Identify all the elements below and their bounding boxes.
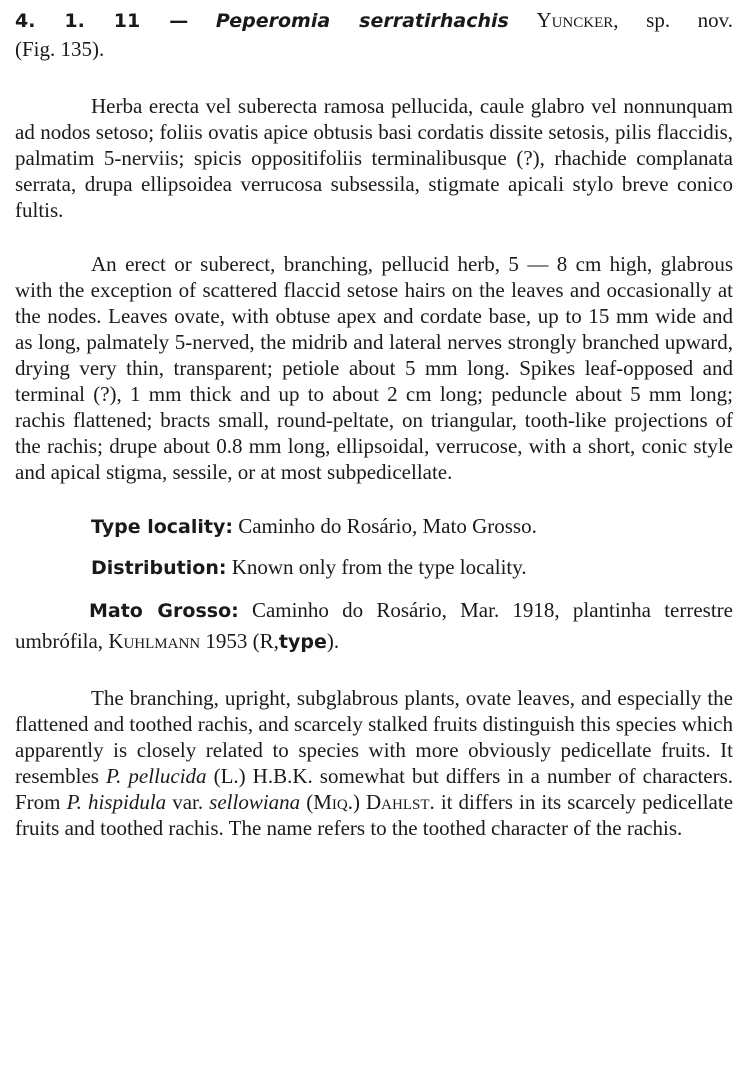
type-locality (15, 513, 733, 540)
specimen-close: ). (326, 629, 340, 653)
distribution-label: Distribution: (91, 557, 227, 579)
discussion-part3: var. (172, 790, 204, 814)
species-ref-pellucida: P. pellucida (106, 764, 207, 788)
variety-sellowiana: sellowiana (209, 790, 301, 814)
type-locality-label: Type locality: (91, 516, 233, 538)
document-page (15, 6, 733, 841)
species-status: sp. nov. (646, 8, 734, 32)
collector-name: Kuhlmann (108, 629, 201, 653)
english-description: An erect or suberect, branching, pellucid herb, 5 — 8 cm high, glabrous with the exception of scattered flaccid setose hairs on the leaves and occasionally at the nodes. Leaves ovate, with obtuse apex and cordate base, up to 15 mm wide and as long, palmately 5-nerved, the midrib and lateral nerves strongly branched upward, drying very thin, transparent; petiole about 5 mm long. Spikes leaf-opposed and terminal (?), 1 mm thick and up to about 2 cm long; peduncle about 5 mm long; rachis flattened; bracts small, round-peltate, on triangular, tooth-like projections of the rachis; drupe about 0.8 mm long, ellipsoidal, verrucose, with a short, conic style and apical stigma, sessile, or at most subpedicellate. (15, 252, 733, 484)
specimen-text: Caminho do Rosário, Mar. 1918, plantinha terrestre umbrófila, (15, 598, 733, 653)
specimen-number: 1953 (R, (205, 629, 279, 653)
discussion-part1: The branching, upright, subglabrous plants, ovate leaves, and especially the flattened and toothed rachis, and scarcely stalked fruits distinguish this species which apparently is closely related to species with more obviously pedicellate fruits. It resembles (15, 686, 733, 788)
authority-miq: (Miq.) (306, 790, 360, 814)
authority-dahlst: Dahlst. (366, 790, 435, 814)
species-number: 4. 1. 11 — (15, 10, 189, 32)
species-name: Peperomia serratirhachis (215, 10, 509, 32)
specimen-citation (15, 595, 733, 657)
figure-reference: (Fig. 135). (15, 37, 105, 61)
distribution-value: Known only from the type locality. (231, 555, 527, 579)
latin-description: Herba erecta vel suberecta ramosa pellucida, caule glabro vel nonnunquam ad nodos setoso; foliis ovatis apice obtusis basi cordatis dissite setosis, pilis flaccidis, palmatim 5-nerviis; spicis oppositifoliis terminalibusque (?), rhachide complanata serrata, drupa ellipsoidea verrucosa subsessila, stigmate apicali stylo breve conico fultis. (15, 94, 733, 222)
specimen-label: Mato Grosso: (89, 600, 239, 622)
species-ref-hispidula: P. hispidula (66, 790, 167, 814)
type-locality-value: Caminho do Rosário, Mato Grosso. (238, 514, 537, 538)
type-word: type (278, 631, 327, 653)
species-heading (15, 6, 733, 35)
distribution (15, 554, 733, 581)
species-author: Yuncker, (536, 8, 619, 32)
discussion-part4: it differs in its scarcely pedicellate fruits and toothed rachis. The name refers to the toothed character of the rachis. (15, 790, 734, 840)
discussion (15, 685, 733, 841)
discussion-part2: (L.) H.B.K. somewhat but differs in a number of characters. From (15, 764, 734, 814)
